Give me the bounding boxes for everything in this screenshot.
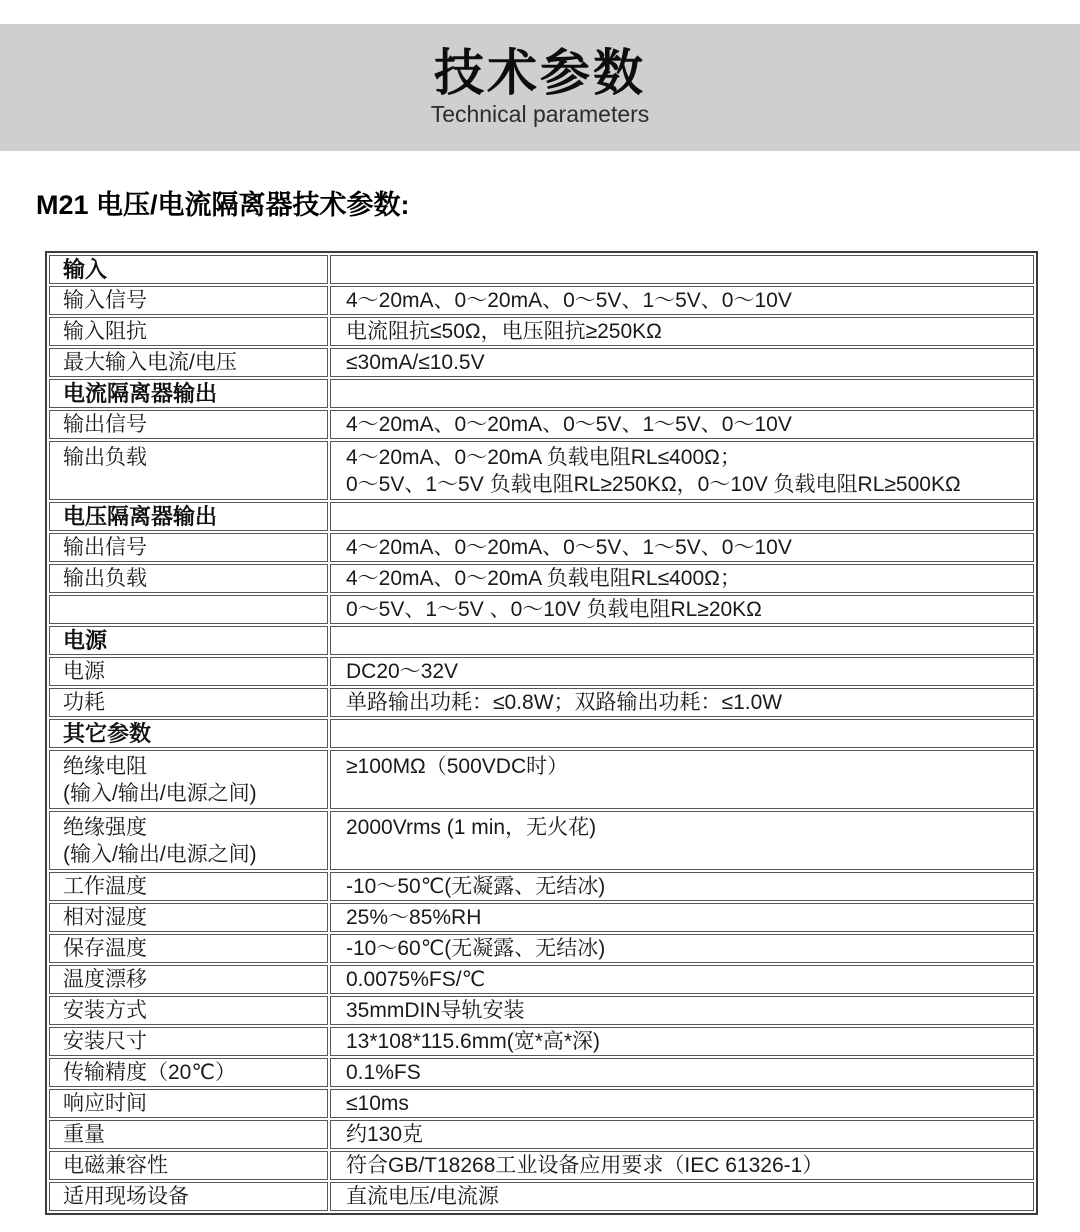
- param-name-cell: 输入阻抗: [49, 317, 328, 346]
- param-name-cell: 输出负载: [49, 564, 328, 593]
- section-header-cell: 输入: [49, 255, 328, 284]
- header-banner: [0, 24, 1080, 151]
- table-row: [49, 533, 1034, 562]
- table-row: [49, 595, 1034, 624]
- param-value-cell: 13*108*115.6mm(宽*高*深): [330, 1027, 1034, 1056]
- table-row: [49, 564, 1034, 593]
- param-value-cell: 35mmDIN导轨安装: [330, 996, 1034, 1025]
- table-row: [49, 996, 1034, 1025]
- table-row: [49, 410, 1034, 439]
- table-row: [49, 1182, 1034, 1211]
- table-row: [49, 688, 1034, 717]
- param-value-cell: 符合GB/T18268工业设备应用要求（IEC 61326-1）: [330, 1151, 1034, 1180]
- param-value-cell: [330, 255, 1034, 284]
- section-row: [49, 255, 1034, 284]
- param-value-cell: 4～20mA、0～20mA 负载电阻RL≤400Ω； 0～5V、1～5V 负载电阻RL≥250KΩ，0～10V 负载电阻RL≥500KΩ: [330, 441, 1034, 500]
- param-value-cell: 25%～85%RH: [330, 903, 1034, 932]
- spec-table-body: [49, 255, 1034, 1211]
- param-name-cell: 绝缘电阻 (输入/输出/电源之间): [49, 750, 328, 809]
- param-value-cell: ≤30mA/≤10.5V: [330, 348, 1034, 377]
- param-value-cell: -10～60℃(无凝露、无结冰): [330, 934, 1034, 963]
- param-value-cell: 2000Vrms (1 min，无火花): [330, 811, 1034, 870]
- param-name-cell: 最大输入电流/电压: [49, 348, 328, 377]
- param-name-cell: 安装尺寸: [49, 1027, 328, 1056]
- table-row: [49, 1120, 1034, 1149]
- section-row: [49, 379, 1034, 408]
- param-value-cell: ≤10ms: [330, 1089, 1034, 1118]
- param-name-cell: [49, 595, 328, 624]
- param-name-cell: 输出负载: [49, 441, 328, 500]
- section-heading: M21 电压/电流隔离器技术参数:: [36, 190, 410, 220]
- param-name-cell: 输出信号: [49, 410, 328, 439]
- param-name-cell: 电源: [49, 657, 328, 686]
- param-value-cell: 电流阻抗≤50Ω，电压阻抗≥250KΩ: [330, 317, 1034, 346]
- table-row: [49, 1058, 1034, 1087]
- table-row: [49, 965, 1034, 994]
- table-row: [49, 750, 1034, 809]
- param-name-cell: 输出信号: [49, 533, 328, 562]
- param-value-cell: 约130克: [330, 1120, 1034, 1149]
- param-name-cell: 功耗: [49, 688, 328, 717]
- table-row: [49, 903, 1034, 932]
- param-name-cell: 响应时间: [49, 1089, 328, 1118]
- param-name-cell: 适用现场设备: [49, 1182, 328, 1211]
- param-name-cell: 保存温度: [49, 934, 328, 963]
- section-row: [49, 502, 1034, 531]
- page-title: 技术参数: [434, 45, 646, 101]
- table-row: [49, 1151, 1034, 1180]
- param-value-cell: 0.1%FS: [330, 1058, 1034, 1087]
- param-value-cell: 0～5V、1～5V 、0～10V 负载电阻RL≥20KΩ: [330, 595, 1034, 624]
- table-row: [49, 348, 1034, 377]
- param-value-cell: [330, 626, 1034, 655]
- param-value-cell: 4～20mA、0～20mA、0～5V、1～5V、0～10V: [330, 286, 1034, 315]
- param-value-cell: 4～20mA、0～20mA、0～5V、1～5V、0～10V: [330, 410, 1034, 439]
- section-header-cell: 电流隔离器输出: [49, 379, 328, 408]
- section-header-cell: 电源: [49, 626, 328, 655]
- param-name-cell: 重量: [49, 1120, 328, 1149]
- param-value-cell: 4～20mA、0～20mA、0～5V、1～5V、0～10V: [330, 533, 1034, 562]
- table-row: [49, 286, 1034, 315]
- param-name-cell: 工作温度: [49, 872, 328, 901]
- table-row: [49, 317, 1034, 346]
- table-row: [49, 1027, 1034, 1056]
- section-header-cell: 电压隔离器输出: [49, 502, 328, 531]
- section-row: [49, 626, 1034, 655]
- table-row: [49, 1089, 1034, 1118]
- table-row: [49, 811, 1034, 870]
- param-name-cell: 绝缘强度 (输入/输出/电源之间): [49, 811, 328, 870]
- table-row: [49, 934, 1034, 963]
- param-value-cell: 4～20mA、0～20mA 负载电阻RL≤400Ω；: [330, 564, 1034, 593]
- param-value-cell: DC20～32V: [330, 657, 1034, 686]
- page-subtitle: Technical parameters: [430, 101, 650, 127]
- table-row: [49, 441, 1034, 500]
- param-name-cell: 温度漂移: [49, 965, 328, 994]
- table-row: [49, 657, 1034, 686]
- param-value-cell: ≥100MΩ（500VDC时）: [330, 750, 1034, 809]
- spec-table: [45, 251, 1038, 1215]
- param-value-cell: 0.0075%FS/℃: [330, 965, 1034, 994]
- param-value-cell: [330, 379, 1034, 408]
- table-row: [49, 872, 1034, 901]
- param-name-cell: 输入信号: [49, 286, 328, 315]
- param-value-cell: -10～50℃(无凝露、无结冰): [330, 872, 1034, 901]
- param-name-cell: 电磁兼容性: [49, 1151, 328, 1180]
- param-name-cell: 相对湿度: [49, 903, 328, 932]
- section-row: [49, 719, 1034, 748]
- param-name-cell: 传输精度（20℃）: [49, 1058, 328, 1087]
- param-value-cell: [330, 719, 1034, 748]
- param-name-cell: 安装方式: [49, 996, 328, 1025]
- param-value-cell: 直流电压/电流源: [330, 1182, 1034, 1211]
- section-header-cell: 其它参数: [49, 719, 328, 748]
- param-value-cell: 单路输出功耗：≤0.8W；双路输出功耗：≤1.0W: [330, 688, 1034, 717]
- param-value-cell: [330, 502, 1034, 531]
